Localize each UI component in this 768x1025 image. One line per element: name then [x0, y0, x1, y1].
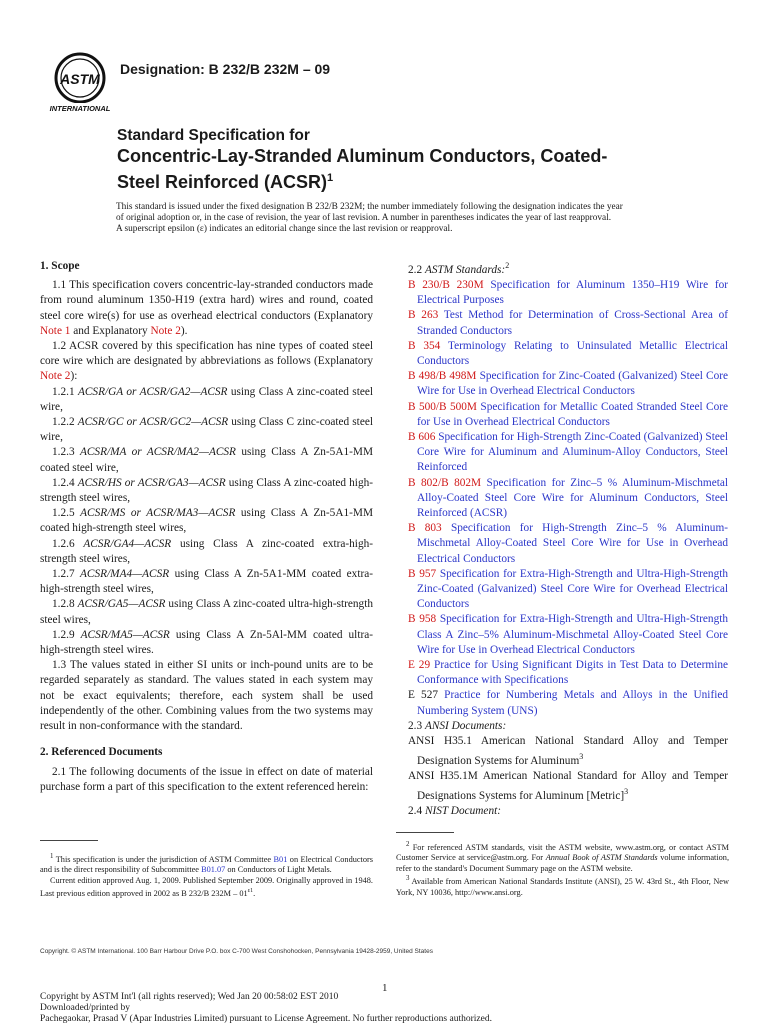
issuance-note [116, 202, 692, 235]
list-item: 1.2.2 ACSR/GC or ACSR/GC2—ACSR using Class C zinc-coated steel wire, [40, 416, 373, 444]
reference-item[interactable]: B 498/B 498M Specification for Zinc-Coated (Galvanized) Steel Core Wire for Use in Overhead Electrical Conductors [408, 370, 728, 398]
astm-logo-text: ASTM [60, 71, 100, 87]
para-2-1: 2.1 The following documents of the issue in effect on date of material purchase form a part of this specification to the extent referenced herein: [40, 765, 373, 793]
title-line1: Standard Specification for [117, 127, 310, 144]
astm-logo-sub: INTERNATIONAL [49, 104, 111, 113]
copyright-line: Copyright. © ASTM International. 100 Barr Harbour Drive P.O. box C-700 West Conshohocken, Pennsylvania 19428-2959, United States [40, 948, 433, 955]
title-line2: Concentric-Lay-Stranded Aluminum Conductors, Coated- [117, 146, 608, 166]
footnote-1: $^1$ This specification is under the jurisdiction of ASTM Committee B01 on Electrical Conductors and is the direct responsibility of Subcommittee B01.07 on Conductors of Light Metals. Current edition approved Aug. 1, 2009. Published September 2009. Originally approved in 1948. Last previous edition approved in 2002 as B 232/B $232M - 01^{\varepsilon 1}$. [40, 853, 373, 899]
para-1-1: 1.1 This specification covers concentric-lay-stranded conductors made from round aluminum 1350-H19 (extra hard) wires and round, coated steel core wire(s) for use as overhead electrical conductors (Explanatory Note 1 and Explanatory Note 2). [40, 279, 373, 337]
reference-item[interactable]: B 802/B 802M Specification for Zinc–5 % Aluminum-Mischmetal Alloy-Coated Steel Core Wire for Aluminum Conductors, Steel Reinforced (ACSR) [408, 476, 728, 520]
ansi-item: ANSI H35.1 American National Standard Alloy and Temper Designation Systems for Aluminum$^3$ [408, 735, 728, 768]
b0107-link[interactable]: B01.07 [201, 865, 226, 875]
refdocs-heading: 2. Referenced Documents [40, 746, 163, 759]
reference-item[interactable]: B 957 Specification for Extra-High-Strength and Ultra-High-Strength Zinc-Coated (Galvanized) Steel Core Wire for Overhead Electrical Conductors [408, 567, 729, 611]
title-line3-text: Steel Reinforced (ACSR) [117, 172, 328, 192]
section-2-4: 2.4 NIST Document: [408, 805, 501, 818]
issuance-line: A superscript epsilon (ε) indicates an editorial change since the last revision or reapproval. [116, 224, 453, 234]
issuance-line: This standard is issued under the fixed designation B 232/B 232M; the number immediately following the designation indicates the year [116, 202, 623, 212]
list-item: 1.2.7 ACSR/MA4—ACSR using Class A Zn-5A1-MM coated extra-high-strength steel wires, [40, 568, 373, 596]
reference-item[interactable]: B 230/B 230M Specification for Aluminum 1350–H19 Wire for Electrical Purposes [408, 278, 728, 307]
list-item: 1.2.8 ACSR/GA5—ACSR using Class A zinc-coated ultra-high-strength steel wires, [40, 598, 373, 626]
para-1-3: 1.3 The values stated in either SI units or inch-pound units are to be regarded separately as standard. The values stated in each system may not be exact equivalents; therefore, each system shall be used independently of the other. Combining values from the two systems may result in non-conformance with the standard. [40, 659, 373, 733]
astm-logo [40, 50, 120, 114]
page-number: 1 [382, 982, 388, 994]
title-line3 [117, 167, 677, 193]
b01-link[interactable]: B01 [273, 854, 288, 864]
para-1-2: 1.2 ACSR covered by this specification has nine types of coated steel core wire which are designated by abbreviations as follows (Explanatory Note 2): [40, 340, 373, 383]
footnote-rule [40, 840, 98, 841]
note-1-link[interactable]: Note 1 [40, 324, 71, 337]
title-footnote-mark[interactable]: 1 [327, 172, 334, 184]
list-item: 1.2.6 ACSR/GA4—ACSR using Class A zinc-coated extra-high-strength steel wires, [40, 537, 374, 565]
reference-item[interactable]: B 606 Specification for High-Strength Zinc-Coated (Galvanized) Steel Core Wire for Aluminum and Aluminum-Alloy Conductors, Steel Reinforced [408, 431, 729, 474]
ansi-item: ANSI H35.1M American National Standard for Alloy and Temper Designations Systems for Aluminum [Metric]$^3$ [408, 770, 728, 803]
reference-item[interactable]: E 29 Practice for Using Significant Digits in Test Data to Determine Conformance with Specifications [408, 659, 728, 687]
title-block [117, 126, 677, 193]
download-line: Downloaded/printed by [40, 1003, 130, 1013]
list-item: 1.2.5 ACSR/MS or ACSR/MA3—ACSR using Class A Zn-5A1-MM coated high-strength steel wires, [40, 507, 373, 535]
reference-item[interactable]: B 958 Specification for Extra-High-Strength and Ultra-High-Strength Class A Zinc–5% Aluminum-Mischmetal Alloy-Coated Steel Core Wire for Use in Overhead Electrical Conductors [408, 613, 729, 656]
scope-heading: 1. Scope [40, 260, 80, 272]
footnote-rule [396, 832, 454, 833]
download-line: Pachegaokar, Prasad V (Apar Industries Limited) pursuant to License Agreement. No further reproductions authorized. [40, 1014, 492, 1024]
list-item: 1.2.4 ACSR/HS or ACSR/GA3—ACSR using Class A zinc-coated high-strength steel wires, [40, 476, 373, 505]
reference-item[interactable]: B 500/B 500M Specification for Metallic Coated Stranded Steel Core for Use in Overhead Electrical Conductors [408, 400, 729, 428]
section-2-3: 2.3 ANSI Documents: [408, 719, 507, 732]
right-column [408, 258, 728, 820]
section-2-2: 2.2 ASTM Standards:$^2$ [408, 261, 510, 276]
footnote-2-3: $^2$ For referenced ASTM standards, visit the ASTM website, www.astm.org, or contact ASTM Customer Service at service@astm.org. For Annual Book of ASTM Standards volume information, refer to the standard's Document Summary page on the ASTM website. $^3$ Available from American National Standards Institute (ANSI), 25 W. 43rd St., 4th Floor, New York, NY 10036, http://www.ansi.org. [396, 841, 730, 897]
note-2-link[interactable]: Note 2 [150, 324, 181, 337]
note-2-link[interactable]: Note 2 [40, 370, 71, 383]
reference-item-e527[interactable]: E 527 Practice for Numbering Metals and Alloys in the Unified Numbering System (UNS) [408, 689, 729, 717]
issuance-line: of original adoption or, in the case of revision, the year of last revision. A number in parentheses indicates the year of last reapproval. [116, 213, 612, 223]
reference-item[interactable]: B 354 Terminology Relating to Uninsulated Metallic Electrical Conductors [408, 339, 729, 367]
reference-item[interactable]: B 803 Specification for High-Strength Zinc–5 % Aluminum-Mischmetal Alloy-Coated Steel Core Wire for Use in Overhead Electrical Conductors [408, 522, 728, 565]
list-item: 1.2.3 ACSR/MA or ACSR/MA2—ACSR using Class A Zn-5A1-MM coated steel wire, [40, 446, 373, 474]
list-item: 1.2.1 ACSR/GA or ACSR/GA2—ACSR using Class A zinc-coated steel wire, [40, 385, 373, 413]
designation: Designation: B 232/B 232M – 09 [120, 61, 331, 77]
download-line: Copyright by ASTM Int'l (all rights reserved); Wed Jan 20 00:58:02 EST 2010 [40, 992, 339, 1002]
left-column [40, 259, 373, 795]
list-item: 1.2.9 ACSR/MA5—ACSR using Class A Zn-5Al-MM coated ultra-high-strength steel wires. [40, 628, 374, 657]
reference-item[interactable]: B 263 Test Method for Determination of Cross-Sectional Area of Stranded Conductors [408, 309, 729, 337]
download-info [40, 992, 492, 1025]
